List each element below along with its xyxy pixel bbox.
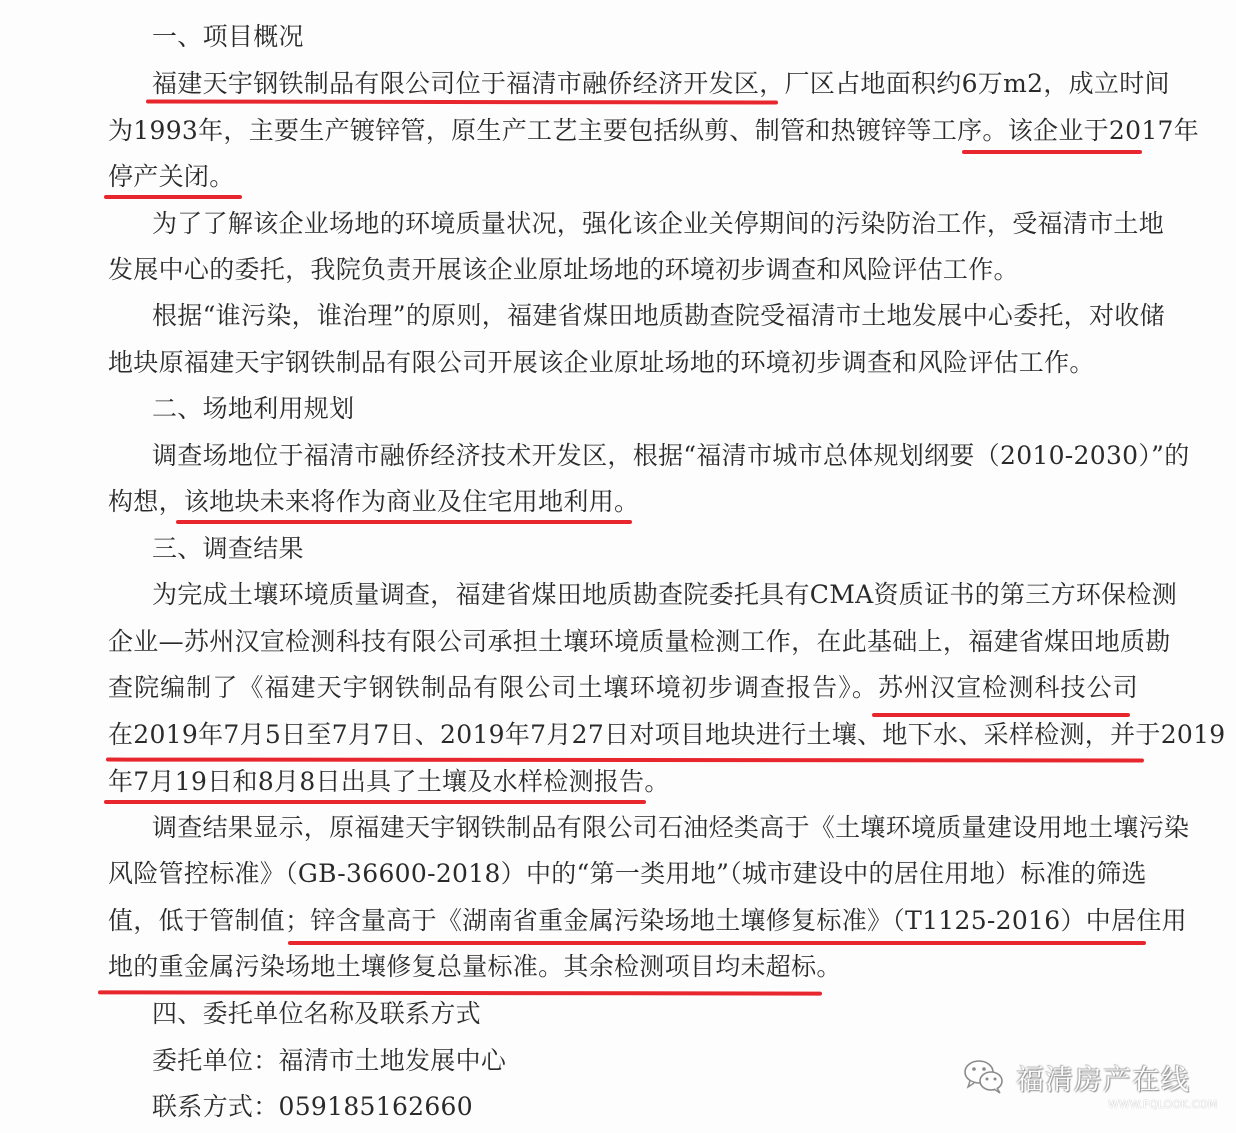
wechat-icon: [962, 1056, 1006, 1096]
contact-info: 联系方式：059185162660: [152, 1092, 473, 1121]
watermark-name: 福清房产在线: [1016, 1063, 1191, 1096]
paragraph-line: 地块原福建天宇钢铁制品有限公司开展该企业原址场地的环境初步调查和风险评估工作。: [108, 348, 1095, 377]
paragraph-line: 地的重金属污染场地土壤修复总量标准。其余检测项目均未超标。: [108, 952, 842, 981]
paragraph-line: 调查场地位于福清市融侨经济技术开发区，根据“福清市城市总体规划纲要（2010-2030）”的: [152, 441, 1190, 470]
paragraph-line: 构想，该地块未来将作为商业及住宅用地利用。: [108, 487, 640, 516]
paragraph-line: 为了了解该企业场地的环境质量状况，强化该企业关停期间的污染防治工作，受福清市土地: [152, 209, 1165, 238]
paragraph-line: 企业—苏州汉宣检测科技有限公司承担土壤环境质量检测工作，在此基础上，福建省煤田地质勘: [108, 627, 1171, 656]
highlight-underline: [98, 990, 822, 995]
highlight-underline: [146, 99, 778, 104]
highlight-underline: [872, 713, 1130, 717]
paragraph-line: 查院编制了《福建天宇钢铁制品有限公司土壤环境初步调查报告》。苏州汉宣检测科技公司: [108, 673, 1138, 702]
highlight-underline: [104, 195, 242, 199]
highlight-underline: [962, 150, 1142, 154]
paragraph-line: 风险管控标准》（GB-36600-2018）中的“第一类用地”（城市建设中的居住用地）标准的筛选: [108, 859, 1147, 888]
paragraph-line: 发展中心的委托，我院负责开展该企业原址场地的环境初步调查和风险评估工作。: [108, 255, 1019, 284]
paragraph-line: 停产关闭。: [108, 162, 235, 191]
highlight-underline: [104, 800, 646, 804]
watermark: [958, 1048, 1228, 1118]
heading-client-contact: 四、委托单位名称及联系方式: [152, 999, 481, 1028]
highlight-underline: [106, 758, 1144, 763]
paragraph-line: 福建天宇钢铁制品有限公司位于福清市融侨经济开发区，厂区占地面积约6万m2，成立时间: [152, 69, 1170, 98]
paragraph-line: 在2019年7月5日至7月7日、2019年7月27日对项目地块进行土壤、地下水、采样检测，并于2019: [108, 720, 1226, 749]
paragraph-line: 为1993年，主要生产镀锌管，原生产工艺主要包括纵剪、制管和热镀锌等工序。该企业于2017年: [108, 116, 1200, 145]
heading-site-use-plan: 二、场地利用规划: [152, 394, 355, 423]
paragraph-line: 调查结果显示，原福建天宇钢铁制品有限公司石油烃类高于《土壤环境质量建设用地土壤污染: [152, 813, 1190, 842]
heading-survey-results: 三、调查结果: [152, 534, 304, 563]
highlight-underline: [176, 520, 632, 524]
paragraph-line: 年7月19日和8月8日出具了土壤及水样检测报告。: [108, 767, 670, 796]
paragraph-line: 值，低于管制值；锌含量高于《湖南省重金属污染场地土壤修复标准》（T1125-2016）中居住用: [108, 906, 1187, 935]
paragraph-line: 为完成土壤环境质量调查，福建省煤田地质勘查院委托具有CMA资质证书的第三方环保检测: [152, 580, 1178, 609]
paragraph-line: 根据“谁污染，谁治理”的原则，福建省煤田地质勘查院受福清市土地发展中心委托，对收储: [152, 301, 1165, 330]
client-unit: 委托单位：福清市土地发展中心: [152, 1046, 507, 1075]
watermark-url: WWW.FQLOOK.COM: [1108, 1098, 1218, 1111]
highlight-underline: [288, 941, 1146, 945]
heading-project-overview: 一、项目概况: [152, 22, 304, 51]
